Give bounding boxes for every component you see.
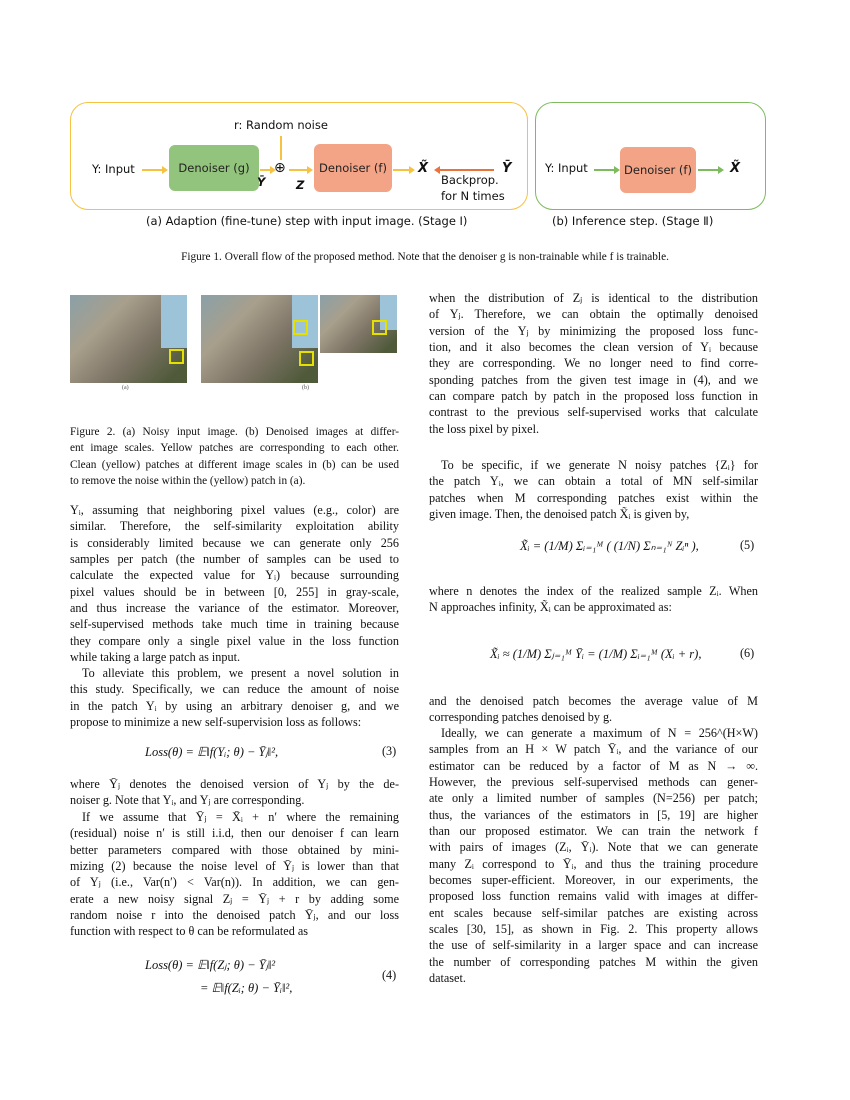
backprop-arrow: [438, 169, 494, 171]
equation-4-line-1: Loss(θ) = 𝔼‖f(Zⱼ; θ) − Ȳⱼ‖²: [145, 958, 276, 972]
text-line: the number of corresponding patches M within the given: [429, 954, 758, 969]
left-paragraph-4: [70, 809, 399, 940]
text-line: Yᵢ, assuming that neighboring pixel values (e.g., color) are: [70, 503, 399, 517]
text-line: can compare patch by patch in the proposed loss function in: [429, 389, 758, 404]
equation-4-number: (4): [382, 968, 397, 982]
xtilde-label: X̃: [418, 161, 429, 176]
yellow-patch: [372, 320, 387, 335]
arrow: [698, 169, 722, 171]
text-line: self-supervised methods take much time in training because: [70, 617, 399, 632]
stage2-denoiser-f-box: Denoiser (f): [620, 147, 696, 193]
text-line: contrast to the previous self-supervised works that calculate: [429, 405, 758, 420]
arrow: [594, 169, 618, 171]
text-line: Ideally, we can generate a maximum of N = 256^(H×W): [441, 726, 758, 740]
stage2-input-label: Y: Input: [545, 161, 588, 175]
right-paragraph-3: [429, 583, 758, 616]
figure1-caption: Figure 1. Overall flow of the proposed method. Note that the denoiser g is non-trainable while f is trainable.: [181, 251, 669, 263]
arrow: [393, 169, 413, 171]
text-line: dataset.: [429, 971, 466, 986]
text-line: becomes super-efficient. Moreover, in our experiments, the: [429, 873, 758, 888]
right-paragraph-4: [429, 693, 758, 726]
yellow-patch: [293, 320, 308, 335]
text-line: ate only a limited number of samples (N=256) per patch;: [429, 791, 758, 806]
arrow: [260, 169, 274, 171]
z-label: Z: [296, 178, 305, 192]
equation-6: X̃ᵢ ≈ (1/M) Σⱼ₌₁ᴹ Ȳᵢ = (1/M) Σᵢ₌₁ᴹ (Xᵢ + r),: [490, 647, 702, 661]
text-line: patches when M corresponding patches exist within the: [429, 490, 758, 505]
stage2-xtilde-label: X̃: [730, 161, 741, 176]
backprop-label-2: for N times: [441, 189, 505, 203]
text-line: given image. Then, the denoised patch X̃ᵢ is given by,: [429, 507, 690, 522]
noise-arrow: [280, 136, 282, 160]
text-line: while taking a large patch as input.: [70, 650, 241, 665]
equation-5-number: (5): [740, 538, 755, 552]
yellow-patch: [169, 349, 184, 364]
text-line: scales [30, 15], as shown in Fig. 2. This property allows: [429, 922, 758, 937]
text-line: ent scales because self-similar patches are existing across: [429, 905, 758, 920]
text-line: is considerably limited because we can generate only 256: [70, 535, 399, 550]
subfig-label-a: (a): [122, 385, 129, 391]
text-line: random noise r into the denoised patch Ȳⱼ, and our loss: [70, 908, 399, 923]
text-line: estimator can be reduced by a factor of M as N → ∞.: [429, 758, 758, 773]
figure2-caption: [70, 424, 399, 489]
text-line: the loss pixel by pixel.: [429, 421, 540, 436]
text-line: similar. Therefore, the self-similarity exploitation ability: [70, 519, 399, 534]
text-line: and the denoised patch becomes the average value of M: [429, 694, 758, 708]
denoiser-g-box: Denoiser (g): [169, 145, 259, 191]
text-line: mizing (2) because the noise level of Ȳⱼ is lower than that: [70, 859, 399, 874]
ybar-label: Ȳ: [257, 175, 266, 189]
text-line: N approaches infinity, X̃ᵢ can be approximated as:: [429, 600, 672, 615]
arrow: [289, 169, 311, 171]
yellow-patch: [299, 351, 314, 366]
text-line: To be specific, if we generate N noisy patches {Zᵢ} for: [441, 458, 758, 472]
text-line: calculate the expected value for Yᵢ) because surrounding: [70, 568, 399, 583]
left-paragraph-2: [70, 665, 399, 730]
text-line: of Yⱼ (i.e., Var(n′) < Var(n)). In addition, we can gen-: [70, 875, 399, 890]
text-line: Figure 2. (a) Noisy input image. (b) Denoised images at differ-: [70, 426, 399, 438]
text-line: To alleviate this problem, we present a novel solution in: [82, 666, 399, 680]
left-paragraph-1: [70, 502, 399, 665]
text-line: Clean (yellow) patches at different image scales in (b) can be used: [70, 458, 399, 471]
text-line: better parameters compared with those obtained by mini-: [70, 842, 399, 857]
text-line: they are corresponding. We no longer need to find corre-: [429, 356, 758, 371]
text-line: of Yⱼ. Therefore, we can obtain the optimally denoised: [429, 307, 758, 322]
text-line: (residual) noise n′ is still i.i.d, then our denoiser f can learn: [70, 826, 399, 841]
text-line: with pairs of images (Zᵢ, Ȳᵢ). Note that we can generate: [429, 840, 758, 855]
arrow: [142, 169, 166, 171]
text-line: samples per patch (the number of samples can be used to: [70, 552, 399, 567]
backprop-label: Backprop.: [441, 173, 499, 187]
stage1-input-label: Y: Input: [92, 162, 135, 176]
text-line: version of the Yⱼ by minimizing the proposed loss func-: [429, 323, 758, 338]
text-line: the use of self-similarity in a larger space and can increase: [429, 938, 758, 953]
text-line: than our proposed estimator. We can train the network f: [429, 824, 758, 839]
text-line: tion, and it also becomes the clean version of Yᵢ because: [429, 340, 758, 355]
text-line: to remove the noise within the (yellow) patch in (a).: [70, 475, 306, 488]
equation-4-line-2: = 𝔼‖f(Zᵢ; θ) − Ȳᵢ‖²,: [200, 981, 293, 995]
text-line: corresponding patches denoised by g.: [429, 710, 613, 725]
text-line: in the patch Yᵢ by using an arbitrary denoiser g, and we: [70, 698, 399, 713]
subfig-label-b: (b): [302, 385, 309, 391]
text-line: many Zᵢ correspond to Ȳᵢ, and thus the training procedure: [429, 856, 758, 871]
text-line: However, the previous self-supervised methods can gener-: [429, 775, 758, 790]
text-line: this study. Specifically, we can reduce the amount of noise: [70, 682, 399, 697]
noise-label: r: Random noise: [234, 118, 328, 132]
right-paragraph-2: [429, 457, 758, 522]
equation-3: Loss(θ) = 𝔼‖f(Yᵢ; θ) − Ȳⱼ‖²,: [145, 745, 279, 759]
text-line: the patch Yᵢ, we can obtain a total of MN self-similar: [429, 474, 758, 489]
text-line: function with respect to θ can be reformulated as: [70, 924, 308, 939]
left-paragraph-3: [70, 776, 399, 809]
text-line: and thus increase the variance of the estimator. Moreover,: [70, 601, 399, 616]
right-paragraph-5: [429, 725, 758, 987]
text-line: noiser g. Note that Yᵢ, and Yⱼ are corresponding.: [70, 793, 305, 808]
denoiser-f-box: Denoiser (f): [314, 144, 392, 192]
text-line: where n denotes the index of the realized sample Zᵢ. When: [429, 584, 758, 598]
denoised-image-small-scale: [320, 295, 397, 353]
noisy-input-image: [70, 295, 187, 383]
text-line: they compare only a single pixel value in the loss function: [70, 633, 399, 648]
text-line: samples from an H × W patch Ȳᵢ, and the variance of our: [429, 742, 758, 757]
text-line: erate a new noisy signal Zⱼ = Ȳⱼ + r by adding some: [70, 891, 399, 906]
ybar-target-label: Ȳ: [502, 161, 512, 176]
stage2-caption: (b) Inference step. (Stage Ⅱ): [552, 214, 714, 228]
text-line: proposed loss function remains valid with images at differ-: [429, 889, 758, 904]
text-line: thus, the variances of the estimators in [5, 19] are higher: [429, 807, 758, 822]
denoised-image: [201, 295, 318, 383]
text-line: where Ȳⱼ denotes the denoised version of Yⱼ by the de-: [70, 777, 399, 791]
text-line: when the distribution of Zⱼ is identical to the distribution: [429, 291, 758, 305]
text-line: ent image scales. Yellow patches are corresponding to each other.: [70, 442, 399, 455]
text-line: pixel values should be in between [0, 255] in gray-scale,: [70, 584, 399, 599]
equation-3-number: (3): [382, 744, 397, 758]
plus-icon: ⊕: [274, 160, 286, 176]
equation-6-number: (6): [740, 646, 755, 660]
text-line: If we assume that Ȳⱼ = X̄ᵢ + n′ where the remaining: [82, 810, 399, 824]
equation-5: X̃ᵢ = (1/M) Σᵢ₌₁ᴹ ( (1/N) Σₙ₌₁ᴺ Zᵢⁿ ),: [520, 539, 699, 553]
right-paragraph-1: [429, 290, 758, 437]
text-line: propose to minimize a new self-supervision loss as follows:: [70, 715, 362, 730]
stage1-caption: (a) Adaption (fine-tune) step with input image. (Stage Ⅰ): [146, 214, 468, 228]
text-line: sponding patches from the given test image in (4), and we: [429, 372, 758, 387]
